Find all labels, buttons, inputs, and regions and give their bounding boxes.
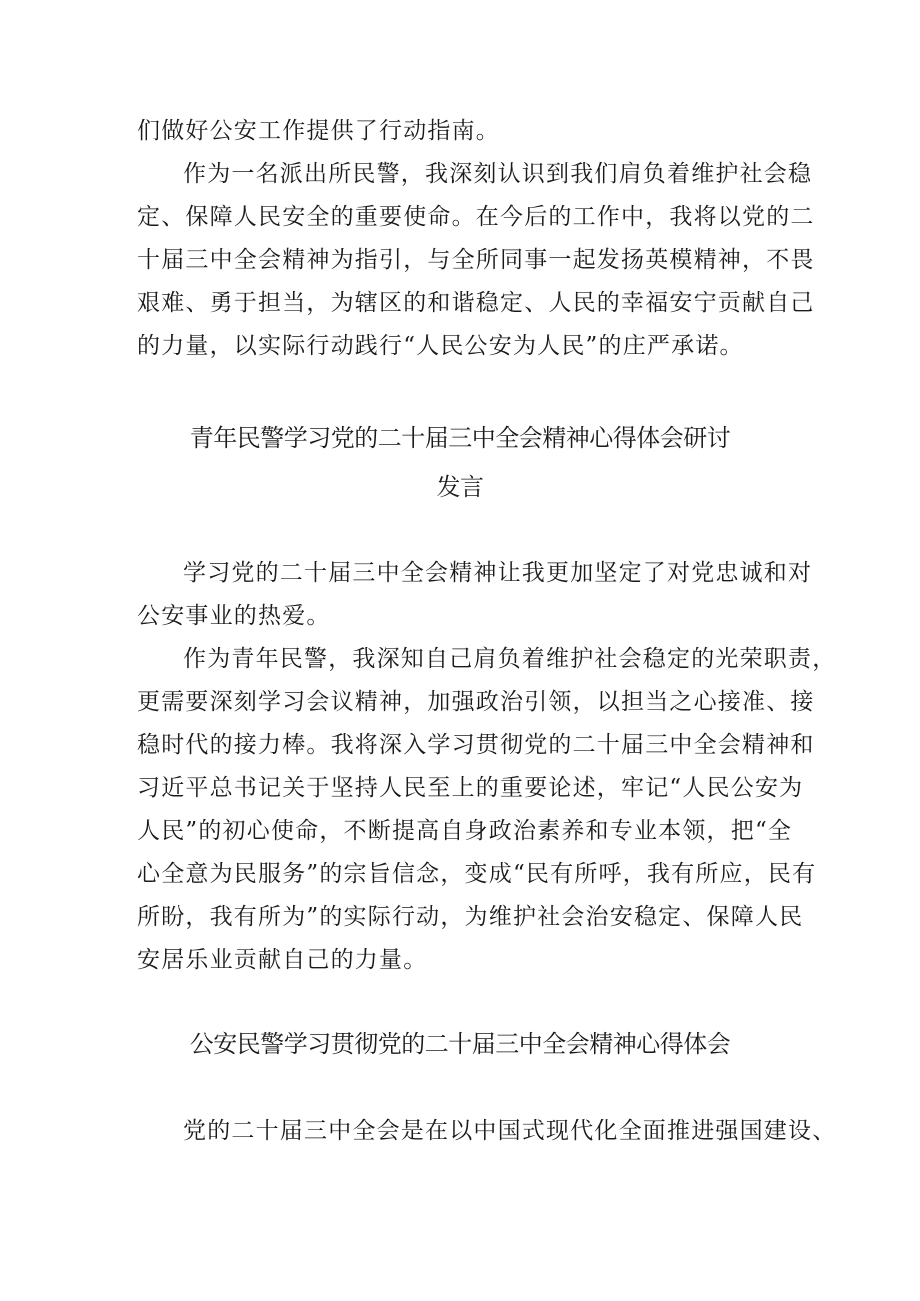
paragraph-line: 公安事业的热爱。 (137, 603, 331, 629)
paragraph-line: 所盼，我有所为”的实际行动，为维护社会治安稳定、保障人民 (137, 904, 804, 930)
paragraph-line: 习近平总书记关于坚持人民至上的重要论述，牢记“人民公安为 (137, 775, 804, 801)
paragraph-line: 心全意为民服务”的宗旨信念，变成“民有所呼，我有所应，民有 (137, 861, 817, 887)
paragraph-line: 十届三中全会精神为指引，与全所同事一起发扬英模精神，不畏 (137, 247, 815, 273)
section-title-continued: 发言 (436, 473, 484, 501)
paragraph-line: 作为一名派出所民警，我深刻认识到我们肩负着维护社会稳 (183, 161, 813, 187)
paragraph-line: 们做好公安工作提供了行动指南。 (137, 118, 500, 144)
paragraph-line: 作为青年民警，我深知自己肩负着维护社会稳定的光荣职责， (183, 646, 837, 672)
paragraph-line: 稳时代的接力棒。我将深入学习贯彻党的二十届三中全会精神和 (137, 732, 815, 758)
paragraph-line: 的力量，以实际行动践行“人民公安为人民”的庄严承诺。 (137, 333, 744, 359)
paragraph-line: 定、保障人民安全的重要使命。在今后的工作中，我将以党的二 (137, 204, 815, 230)
paragraph-line: 艰难、勇于担当，为辖区的和谐稳定、人民的幸福安宁贡献自己 (137, 290, 815, 316)
section-title: 公安民警学习贯彻党的二十届三中全会精神心得体会 (189, 1030, 731, 1058)
paragraph-line: 党的二十届三中全会是在以中国式现代化全面推进强国建设、 (183, 1118, 837, 1144)
paragraph-line: 学习党的二十届三中全会精神让我更加坚定了对党忠诚和对 (183, 560, 813, 586)
section-title: 青年民警学习党的二十届三中全会精神心得体会研讨 (189, 424, 731, 452)
paragraph-line: 安居乐业贡献自己的力量。 (137, 947, 428, 973)
paragraph-line: 更需要深刻学习会议精神，加强政治引领，以担当之心接准、接 (137, 689, 815, 715)
paragraph-line: 人民”的初心使命，不断提高自身政治素养和专业本领，把“全 (137, 818, 793, 844)
